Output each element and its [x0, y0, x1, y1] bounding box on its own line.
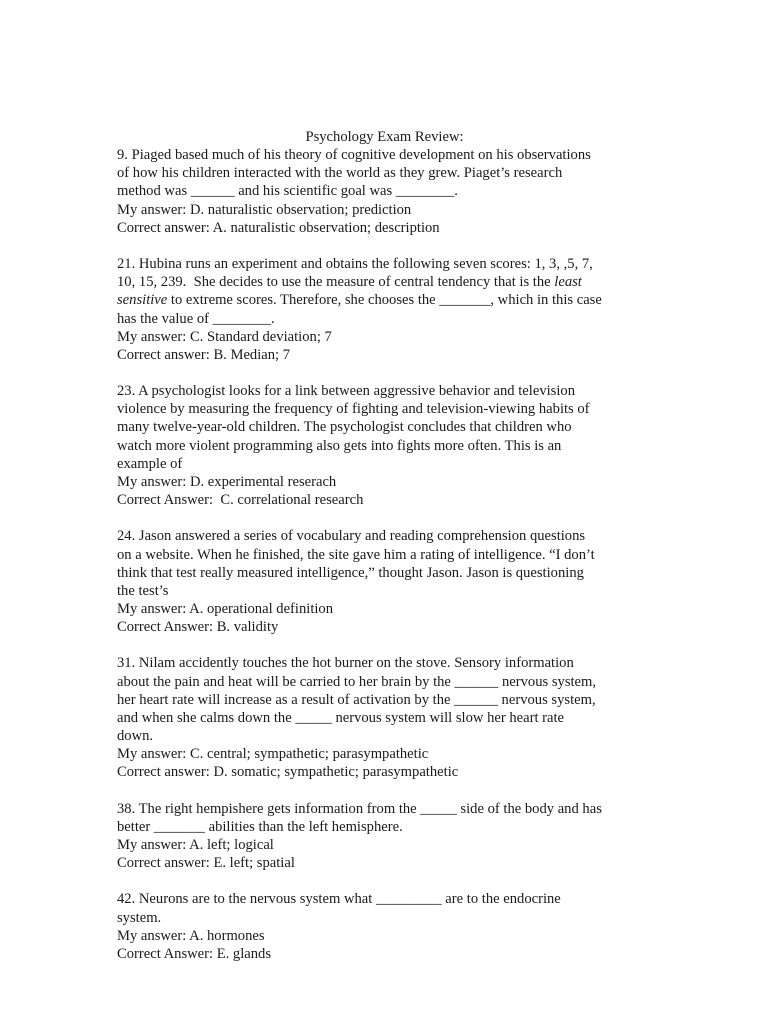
correct-answer: Correct answer: E. left; spatial: [117, 855, 295, 872]
question-21: [117, 255, 652, 364]
correct-answer: Correct Answer: E. glands: [117, 945, 272, 962]
question-text-line: 42. Neurons are to the nervous system what _________ are to the endocrine: [117, 891, 561, 908]
question-text-line: down.: [117, 728, 154, 745]
question-31: [117, 654, 652, 781]
question-text-line: 21. Hubina runs an experiment and obtains the following seven scores: 1, 3, ,5, 7,: [117, 256, 593, 273]
question-text-line: 31. Nilam accidently touches the hot burner on the stove. Sensory information: [117, 655, 574, 672]
question-text-line: of how his children interacted with the world as they grew. Piaget’s research: [117, 165, 563, 182]
question-text-line: her heart rate will increase as a result of activation by the ______ nervous system,: [117, 691, 596, 708]
document-page: [117, 128, 652, 963]
question-text-line: method was ______ and his scientific goal was ________.: [117, 183, 458, 200]
emphasized-text: least: [554, 274, 582, 291]
question-9: [117, 146, 652, 237]
question-text-line: many twelve-year-old children. The psychologist concludes that children who: [117, 419, 572, 436]
question-23: [117, 382, 652, 509]
correct-answer: Correct answer: D. somatic; sympathetic; parasympathetic: [117, 764, 459, 781]
question-text-line: system.: [117, 909, 162, 926]
my-answer: My answer: A. left; logical: [117, 837, 274, 854]
page-title: Psychology Exam Review:: [305, 129, 464, 145]
question-42: [117, 890, 652, 963]
question-text-line: 24. Jason answered a series of vocabulary and reading comprehension questions: [117, 528, 586, 545]
question-text-line: on a website. When he finished, the site gave him a rating of intelligence. “I don’t: [117, 546, 595, 563]
my-answer: My answer: D. experimental reserach: [117, 473, 337, 490]
correct-answer: Correct answer: B. Median; 7: [117, 346, 291, 363]
my-answer: My answer: A. hormones: [117, 927, 265, 944]
question-text-line: better _______ abilities than the left hemisphere.: [117, 818, 403, 835]
my-answer: My answer: C. central; sympathetic; parasympathetic: [117, 746, 429, 763]
question-text-line: [117, 273, 652, 291]
question-text-line: think that test really measured intelligence,” thought Jason. Jason is questioning: [117, 564, 584, 581]
question-24: [117, 527, 652, 636]
question-text-line: example of: [117, 455, 183, 472]
emphasized-text: sensitive: [117, 292, 168, 309]
question-text-line: watch more violent programming also gets into fights more often. This is an: [117, 437, 562, 454]
question-text-line: has the value of ________.: [117, 310, 275, 327]
correct-answer: Correct answer: A. naturalistic observation; description: [117, 219, 440, 236]
question-text-line: 9. Piaged based much of his theory of cognitive development on his observations: [117, 147, 591, 164]
my-answer: My answer: C. Standard deviation; 7: [117, 328, 332, 345]
question-text-line: about the pain and heat will be carried to her brain by the ______ nervous system,: [117, 673, 597, 690]
question-text-line: [117, 291, 652, 309]
my-answer: My answer: D. naturalistic observation; prediction: [117, 201, 412, 218]
question-text-line: 23. A psychologist looks for a link between aggressive behavior and television: [117, 383, 575, 400]
question-text-line: the test’s: [117, 582, 169, 599]
question-text-line: 38. The right hempishere gets information from the _____ side of the body and has: [117, 800, 602, 817]
correct-answer: Correct Answer: B. validity: [117, 619, 279, 636]
question-text-segment: 10, 15, 239. She decides to use the measure of central tendency that is the: [117, 274, 555, 291]
correct-answer: Correct Answer: C. correlational research: [117, 492, 364, 509]
question-text-segment: to extreme scores. Therefore, she chooses the _______, which in this case: [167, 292, 602, 309]
question-38: [117, 800, 652, 873]
question-text-line: violence by measuring the frequency of fighting and television-viewing habits of: [117, 401, 590, 418]
question-text-line: and when she calms down the _____ nervous system will slow her heart rate: [117, 709, 565, 726]
my-answer: My answer: A. operational definition: [117, 601, 334, 618]
